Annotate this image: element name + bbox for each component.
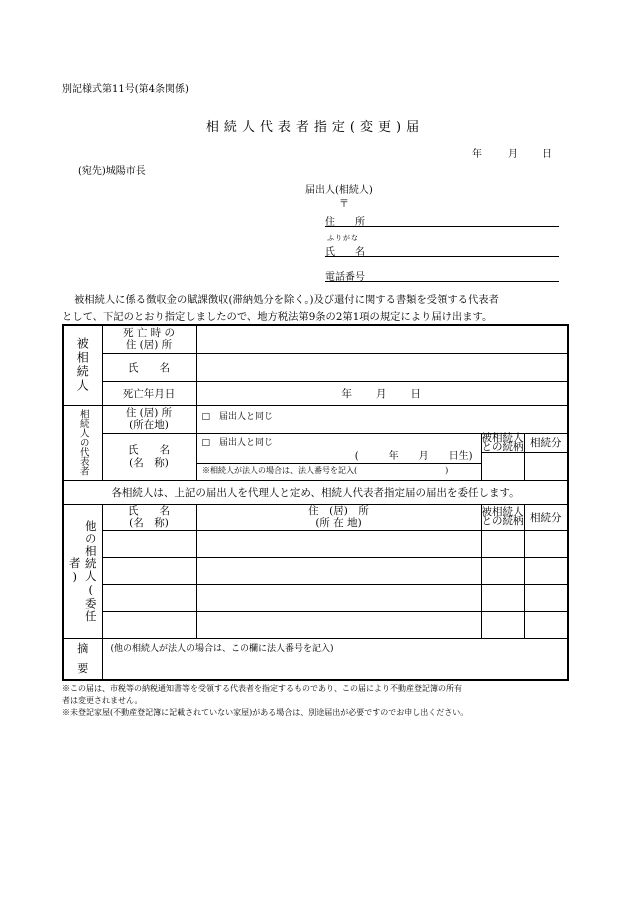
deceased-name-label: 氏 名 xyxy=(102,353,196,381)
representative-address-label-cell xyxy=(102,405,196,433)
representative-section-label: 相続人の代表者 xyxy=(77,409,89,476)
applicant-address-label: 住 所 xyxy=(325,217,365,228)
footnote-1-line-1: ※この届は、市税等の納税通知書等を受領する代表者を指定するものであり、この届により不動産登記簿の所有 xyxy=(62,684,462,693)
other-heirs-section-label: 他の相続人(委任者) xyxy=(67,519,98,623)
remarks-label-cell xyxy=(63,638,102,680)
representative-relation-label-1: 被相続人 xyxy=(481,431,524,444)
other-heir-row xyxy=(63,611,568,638)
postal-mark: 〒 xyxy=(339,199,349,210)
other-heir-row xyxy=(63,530,568,557)
remarks-input[interactable] xyxy=(102,638,568,680)
other-heir-name-input[interactable] xyxy=(102,557,196,584)
date-month-label: 月 xyxy=(508,149,518,160)
other-heirs-name-label-1: 氏 名 xyxy=(128,505,170,517)
other-heirs-relation-label-2: との続柄 xyxy=(481,515,524,527)
footnote-2: ※未登記家屋(不動産登記簿に記載されていない家屋)がある場合は、別途届出が必要ですのでお申し出ください。 xyxy=(62,708,469,717)
other-heir-row xyxy=(63,557,568,584)
deceased-name-input[interactable] xyxy=(196,353,568,381)
applicant-label: 届出人(相続人) xyxy=(305,185,373,196)
other-heirs-address-label-1: 住 (居) 所 xyxy=(308,505,369,517)
deceased-section-label-cell xyxy=(63,325,102,405)
representative-relation-label-cell xyxy=(481,433,524,452)
representative-address-input[interactable] xyxy=(196,405,568,433)
intro-text-1: 被相続人に係る徴収金の賦課徴収(滞納処分を除く。)及び還付に関する書類を受領する代表者 xyxy=(74,294,499,306)
other-heir-relation-input[interactable] xyxy=(481,557,524,584)
representative-name-label-2: (名 称) xyxy=(129,456,169,469)
other-heir-relation-input[interactable] xyxy=(481,584,524,611)
other-heir-name-input[interactable] xyxy=(102,530,196,557)
other-heirs-name-header xyxy=(102,504,196,530)
representative-name-same-checkbox[interactable]: □ 届出人と同じ xyxy=(201,437,274,448)
date-day-label: 日 xyxy=(542,149,552,160)
other-heirs-name-label-2: (名 称) xyxy=(129,517,169,529)
other-heir-address-input[interactable] xyxy=(196,530,481,557)
remarks-note: (他の相続人が法人の場合は、この欄に法人番号を記入) xyxy=(110,643,334,654)
other-heirs-address-label-2: (所 在 地) xyxy=(315,517,362,529)
delegation-text: 各相続人は、上記の届出人を代理人と定め、相続人代表者指定届の届出を委任します。 xyxy=(63,480,568,504)
other-heirs-relation-header xyxy=(481,504,524,530)
other-heir-share-input[interactable] xyxy=(524,611,568,638)
other-heirs-section-label-cell xyxy=(63,504,102,638)
date-year-label: 年 xyxy=(472,149,482,160)
other-heir-row xyxy=(63,584,568,611)
deceased-address-label-2: 住 (居) 所 xyxy=(125,339,173,352)
representative-address-label-1: 住 (居) 所 xyxy=(125,407,173,419)
other-heir-address-input[interactable] xyxy=(196,557,481,584)
representative-relation-input[interactable] xyxy=(481,452,524,480)
deceased-section-label: 被相続人 xyxy=(75,337,90,394)
other-heirs-share-header: 相続分 xyxy=(524,504,568,530)
representative-relation-label-2: との続柄 xyxy=(481,440,524,453)
other-heirs-relation-label-1: 被相続人 xyxy=(481,506,524,518)
death-date-input[interactable]: 年 月 日 xyxy=(196,381,568,405)
other-heirs-address-header xyxy=(196,504,481,530)
representative-birth-date[interactable]: ( 年 月 日生) xyxy=(354,450,473,462)
other-heir-share-input[interactable] xyxy=(524,584,568,611)
representative-address-label-2: (所在地) xyxy=(129,419,169,431)
other-heir-name-input[interactable] xyxy=(102,611,196,638)
other-heir-relation-input[interactable] xyxy=(481,530,524,557)
other-heir-share-input[interactable] xyxy=(524,530,568,557)
representative-share-input[interactable] xyxy=(524,452,568,480)
representative-name-label-1: 氏 名 xyxy=(128,443,170,456)
other-heir-address-input[interactable] xyxy=(196,584,481,611)
applicant-name-label: 氏 名 xyxy=(325,247,365,258)
furigana-label: ふりがな xyxy=(327,234,359,242)
other-heir-address-input[interactable] xyxy=(196,611,481,638)
remarks-label-2: 要 xyxy=(77,661,89,675)
applicant-phone-label: 電話番号 xyxy=(325,272,365,283)
addressee: (宛先)城陽市長 xyxy=(78,166,146,177)
deceased-address-label-cell xyxy=(102,325,196,353)
deceased-address-label-1: 死 亡 時 の xyxy=(122,327,175,340)
other-heir-relation-input[interactable] xyxy=(481,611,524,638)
representative-corp-note[interactable]: ※相続人が法人の場合は、法人番号を記入( ) xyxy=(202,466,449,475)
applicant-address-line[interactable] xyxy=(325,226,559,227)
representative-name-label-cell xyxy=(102,433,196,480)
remarks-label-1: 摘 xyxy=(77,641,89,655)
footnote-1-line-2: 者は変更されません。 xyxy=(62,696,143,705)
representative-section-label-cell xyxy=(63,405,102,480)
form-title: 相続人代表者指定(変更)届 xyxy=(205,120,425,135)
intro-text-2: として、下記のとおり指定しましたので、地方税法第9条の2第1項の規定により届け出ます。 xyxy=(62,311,493,323)
applicant-name-line[interactable] xyxy=(325,256,559,257)
death-date-label: 死亡年月日 xyxy=(102,381,196,405)
representative-address-same-checkbox[interactable]: □ 届出人と同じ xyxy=(201,411,274,422)
form-number: 別記様式第11号(第4条関係) xyxy=(62,84,189,95)
deceased-address-input[interactable] xyxy=(196,325,568,353)
applicant-phone-line[interactable] xyxy=(325,281,559,282)
main-form-table xyxy=(62,324,569,681)
other-heir-name-input[interactable] xyxy=(102,584,196,611)
corp-note-divider xyxy=(197,463,481,464)
other-heir-share-input[interactable] xyxy=(524,557,568,584)
representative-share-label: 相続分 xyxy=(524,433,568,452)
